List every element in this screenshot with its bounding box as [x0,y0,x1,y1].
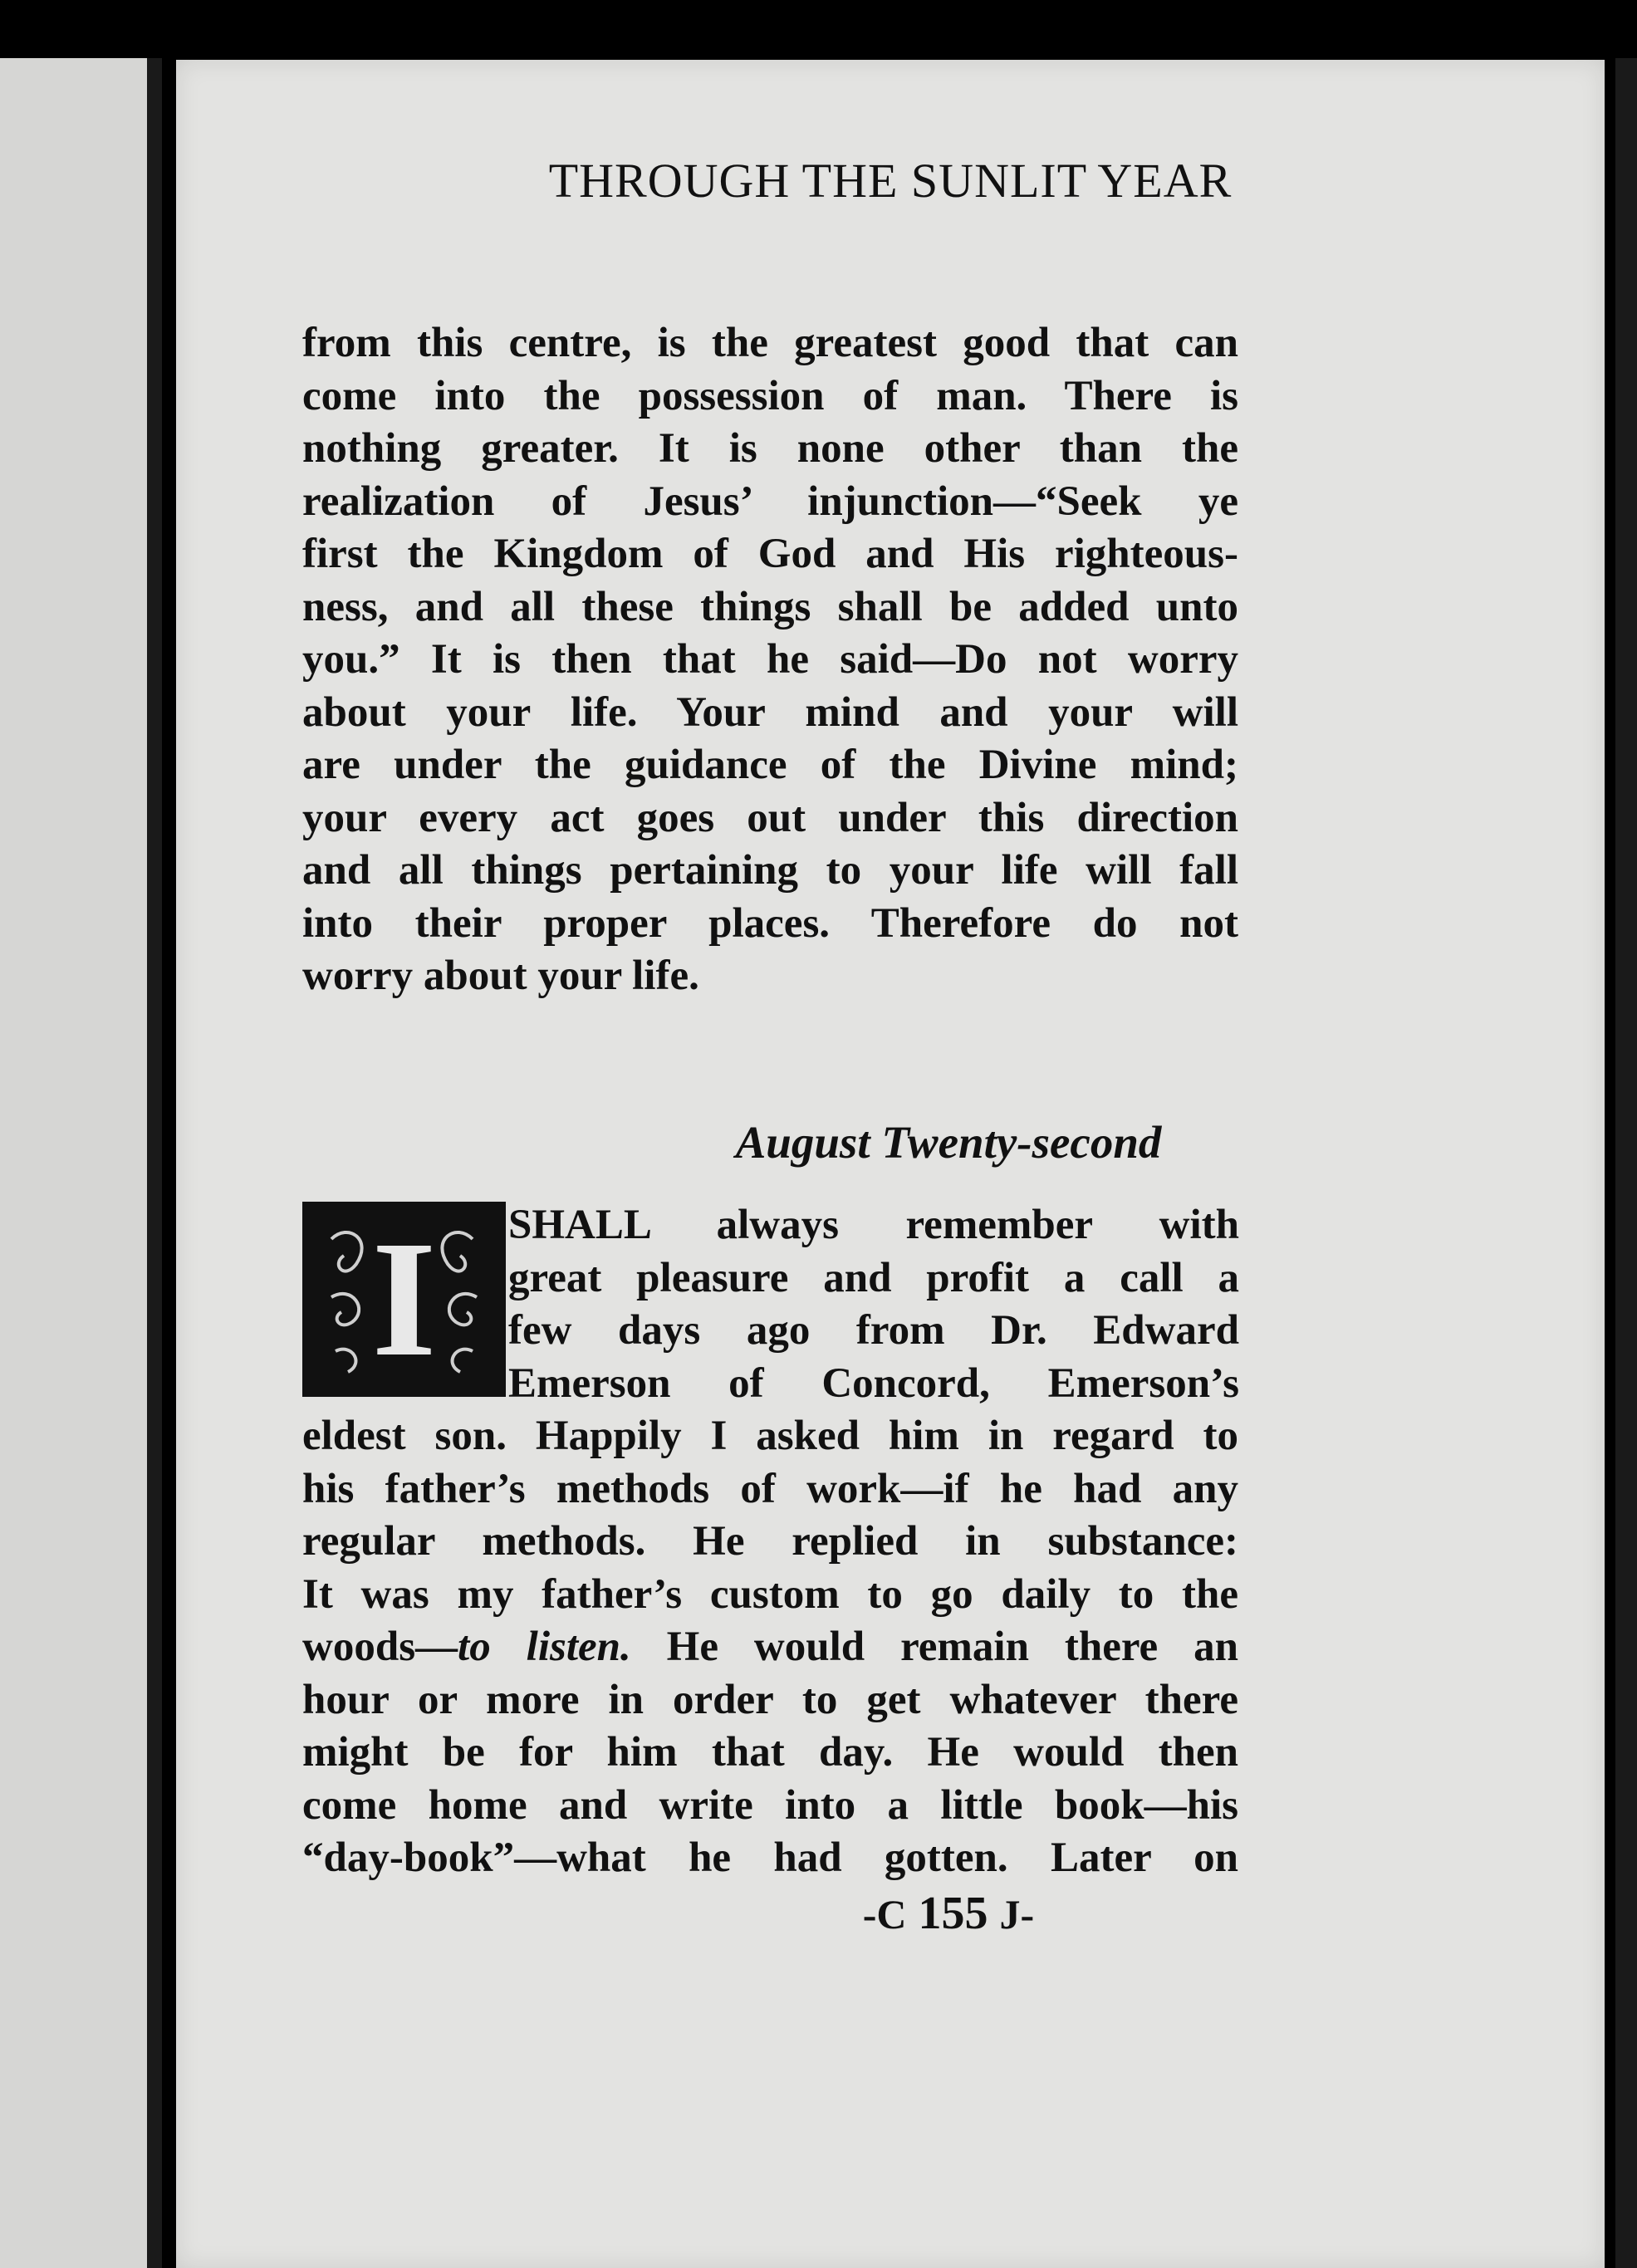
text-line: come into the possession of man. There is [302,372,1238,419]
text-line: regular methods. He replied in substance: [302,1518,1238,1565]
folio-left-ornament: -C [862,1891,907,1937]
text-line: come home and write into a little book—his [302,1781,1238,1829]
text-line: few days ago from Dr. Edward [508,1307,1239,1354]
woods-line-italic: to listen. [458,1624,631,1670]
text-line: great pleasure and profit a call a [508,1254,1239,1301]
folio-right-ornament: J- [999,1891,1035,1937]
text-line: his father’s methods of work—if he had any [302,1465,1238,1512]
text-line: nothing greater. It is none other than the [302,425,1238,472]
text-line: might be for him that day. He would then [302,1729,1238,1776]
text-line: ness, and all these things shall be added unto [302,583,1238,630]
woods-line-after: He would remain there an [630,1624,1238,1670]
text-line: eldest son. Happily I asked him in regard to [302,1413,1238,1459]
folio-number: 155 [918,1888,988,1939]
text-line: about your life. Your mind and your will [302,688,1238,736]
text-line: and all things pertaining to your life will fall [302,847,1238,894]
text-line: It was my father’s custom to go daily to the [302,1570,1238,1618]
page-number [176,1887,1637,1940]
text-line: “day-book”—what he had gotten. Later on [302,1834,1238,1881]
text-line: from this centre, is the greatest good that can [302,320,1238,366]
text-line: first the Kingdom of God and His righteous- [302,531,1238,577]
text-line: SHALL always remember with [508,1202,1239,1248]
paragraph-continued [302,317,1238,1003]
ornamental-drop-cap [302,1202,506,1397]
paragraph-body [302,1410,1238,1885]
running-head: THROUGH THE SUNLIT YEAR [548,154,1233,208]
section-heading: August Twenty-second [735,1117,1162,1168]
facing-page-edge [0,58,162,2268]
text-line: you.” It is then that he said—Do not worry [302,636,1238,683]
text-line: your every act goes out under this direction [302,794,1238,841]
text-line: realization of Jesus’ injunction—“Seek ye [302,478,1238,525]
drop-cap-letter: I [371,1207,437,1391]
paragraph-opening-lines [508,1199,1239,1410]
text-line: worry about your life. [302,953,699,999]
text-line: hour or more in order to get whatever there [302,1676,1238,1723]
woods-line-before: woods— [302,1624,458,1670]
text-line: are under the guidance of the Divine mind; [302,742,1238,788]
text-line: Emerson of Concord, Emerson’s [508,1359,1239,1407]
text-line: into their proper places. Therefore do not [302,899,1238,947]
text-line [302,1621,1238,1674]
book-page [176,60,1605,2268]
